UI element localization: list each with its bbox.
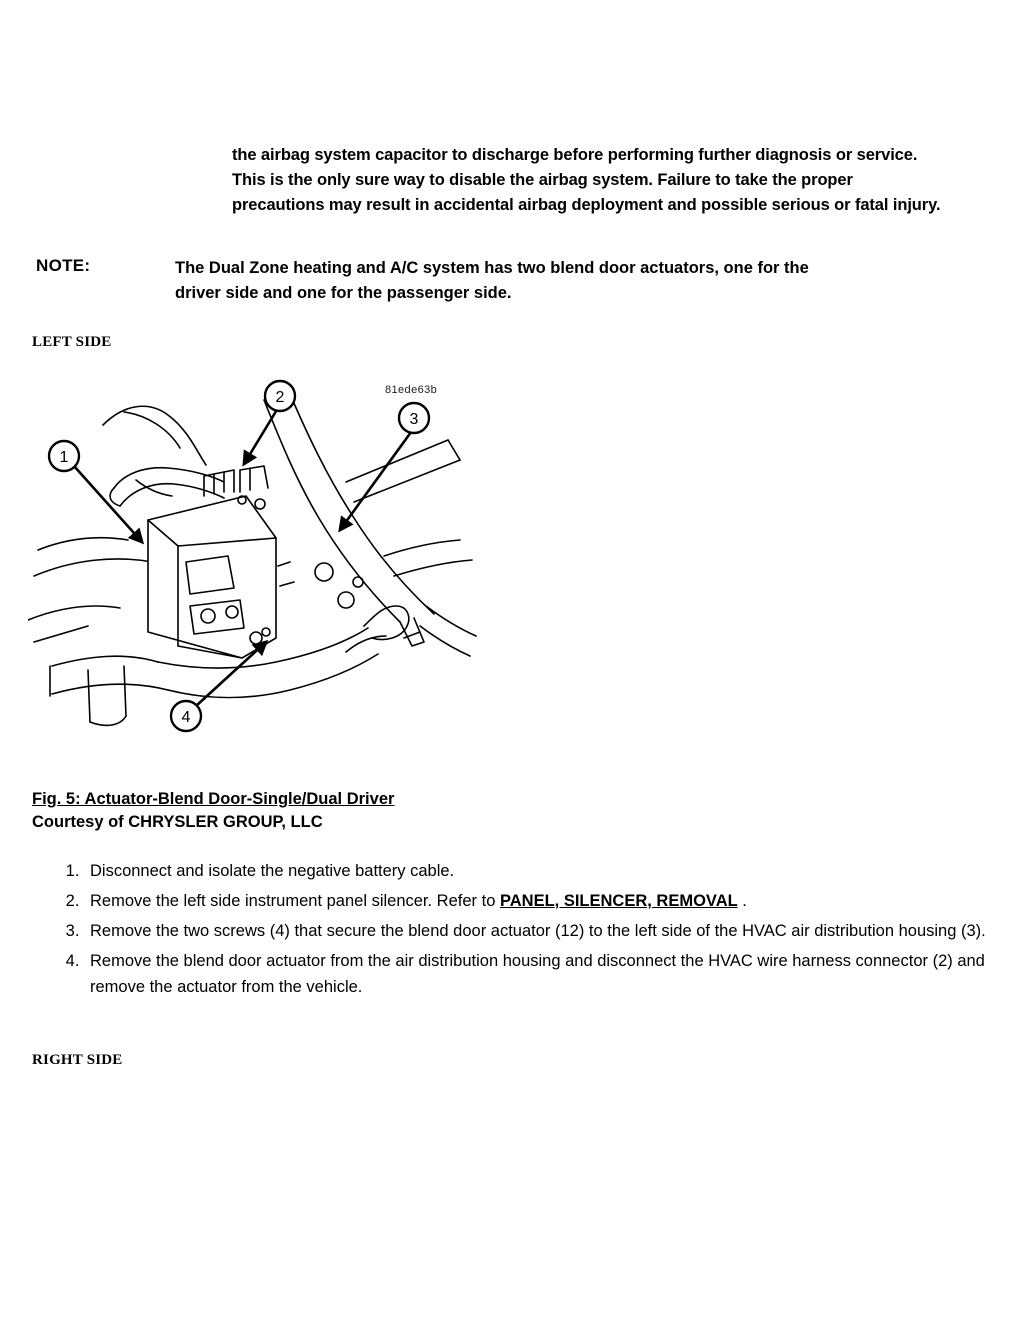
figure-callout-3: 3 xyxy=(409,411,419,428)
procedure-step xyxy=(84,918,1020,944)
left-side-heading: LEFT SIDE xyxy=(32,334,112,350)
figure-caption-courtesy: Courtesy of CHRYSLER GROUP, LLC xyxy=(32,813,323,831)
step-text: Disconnect and isolate the negative battery cable. xyxy=(90,862,455,880)
step-text: Remove the blend door actuator from the air distribution housing and disconnect the HVAC wire harness connector (2) and remove the actuator from the vehicle. xyxy=(90,952,985,996)
right-side-heading: RIGHT SIDE xyxy=(32,1052,123,1068)
figure-caption xyxy=(32,788,732,834)
figure-code-label: 81ede63b xyxy=(385,384,438,396)
procedure-step xyxy=(84,948,1020,1000)
procedure-step xyxy=(84,858,1020,884)
procedure-step xyxy=(84,888,1020,914)
step-text: Remove the left side instrument panel silencer. Refer to xyxy=(90,892,500,910)
note-label: NOTE: xyxy=(36,256,91,275)
figure-callout-4: 4 xyxy=(181,709,191,726)
figure-callout-2: 2 xyxy=(275,389,285,406)
figure-callout-1: 1 xyxy=(59,449,69,466)
airbag-warning-paragraph: the airbag system capacitor to discharge before performing further diagnosis or service. This is the only sure way to disable the airbag system. Failure to take the proper precautions may result in accidental airbag deployment and possible serious or fatal injury. xyxy=(232,145,941,214)
figure-blend-door-actuator xyxy=(28,370,508,780)
step-text: Remove the two screws (4) that secure the blend door actuator (12) to the left side of the HVAC air distribution housing (3). xyxy=(90,922,986,940)
figure-caption-title: Fig. 5: Actuator-Blend Door-Single/Dual Driver xyxy=(32,790,395,808)
step-reference-link[interactable]: PANEL, SILENCER, REMOVAL xyxy=(499,892,738,910)
step-text: . xyxy=(737,892,747,910)
note-text: The Dual Zone heating and A/C system has two blend door actuators, one for the driver side and one for the passenger side. xyxy=(175,259,809,302)
procedure-steps-list xyxy=(46,858,1020,1004)
